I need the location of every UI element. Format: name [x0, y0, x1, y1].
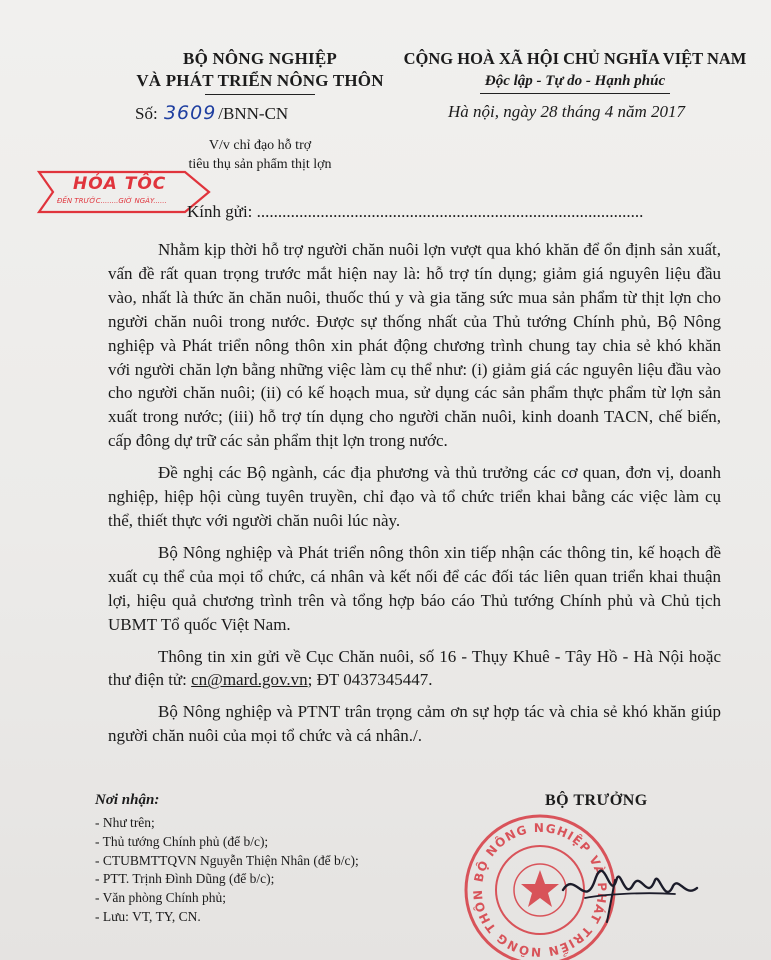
recipient-item: - Lưu: VT, TY, CN.	[95, 908, 201, 924]
email-link[interactable]: cn@mard.gov.vn	[191, 670, 308, 690]
paragraph-1: Nhằm kịp thời hỗ trợ người chăn nuôi lợn vượt qua khó khăn để ổn định sản xuất, vấn đề rất quan trọng trước mắt hiện nay là: hỗ trợ tín dụng; giảm giá nguyên liệu đầu vào, nhất là thức ăn chăn nuôi, thuốc thú y và gia tăng sức mua sản phẩm từ thịt lợn cho người chăn nuôi trong nước. Được sự thống nhất của Thủ tướng Chính phủ, Bộ Nông nghiệp và Phát triển nông thôn xin phát động chương trình chung tay chia sẻ khó khăn với người chăn lợn bằng những việc làm cụ thể như: (i) giảm giá các nguyên liệu đầu vào cho người chăn nuôi; (ii) có kế hoạch mua, sử dụng các sản phẩm thực phẩm từ lợn sản xuất trong nước; (iii) hỗ trợ tín dụng cho người chăn nuôi, kinh doanh TACN, chế biến, cấp đông dự trữ các sản phẩm thịt lợn trong nước.	[108, 240, 721, 451]
paragraph-4-phone: ; ĐT 0437345447.	[307, 670, 433, 690]
urgent-stamp-text: HỎA TỐC	[73, 174, 167, 194]
paragraph-3: Bộ Nông nghiệp và Phát triển nông thôn xin tiếp nhận các thông tin, kế hoạch đề xuất cụ thể của mọi tổ chức, cá nhân và kết nối để các đối tác liên quan triển khai thuận lợi, hiệu quả chương trình trên và tổng hợp báo cáo Thủ tướng Chính phủ và Chủ tịch UBMT Tổ quốc Việt Nam.	[108, 542, 721, 634]
ministry-line1: BỘ NÔNG NGHIỆP	[183, 49, 337, 68]
paragraph-2: Đề nghị các Bộ ngành, các địa phương và thủ trưởng các cơ quan, đơn vị, doanh nghiệp, hiệp hội cùng tuyên truyền, chỉ đạo và tổ chức triển khai bằng các việc làm cụ thể, thiết thực với người chăn nuôi lúc này.	[108, 463, 721, 530]
recipient-item: - PTT. Trịnh Đình Dũng (để b/c);	[95, 871, 275, 887]
signature-icon	[555, 850, 705, 930]
paragraph-4-text: Thông tin xin gửi về Cục Chăn nuôi, số 16 - Thụy Khuê - Tây Hồ - Hà Nội hoặc thư điện tử:	[108, 646, 721, 690]
motto-underline	[480, 93, 670, 94]
recipient-item: - Thủ tướng Chính phủ (để b/c);	[95, 833, 269, 849]
nation-motto: Độc lập - Tự do - Hạnh phúc	[484, 73, 666, 89]
ministry-line2: VÀ PHÁT TRIỂN NÔNG THÔN	[136, 71, 384, 90]
so-label: Số:	[135, 104, 158, 123]
recipient-item: - CTUBMTTQVN Nguyễn Thiện Nhân (để b/c);	[95, 852, 359, 868]
national-header	[375, 48, 771, 94]
subject-line1: V/v chỉ đạo hỗ trợ	[208, 138, 312, 153]
svg-text:BỘ NÔNG NGHIỆP VÀ PHÁT TRIỂN N: BỘ NÔNG NGHIỆP VÀ PHÁT TRIỂN NÔNG THÔN	[470, 820, 610, 960]
document-number	[135, 102, 288, 124]
paragraph-5: Bộ Nông nghiệp và PTNT trân trọng cảm ơn sự hợp tác và chia sẻ khó khăn giúp người chăn nuôi của mọi tổ chức và cá nhân./.	[108, 702, 721, 746]
recipient-item: - Như trên;	[95, 815, 155, 830]
ministry-header	[110, 48, 410, 95]
recipients-list	[95, 814, 359, 927]
nation-title: CỘNG HOÀ XÃ HỘI CHỦ NGHĨA VIỆT NAM	[403, 49, 747, 68]
ministry-underline	[205, 94, 315, 95]
letter-body	[108, 238, 721, 756]
signer-title: BỘ TRƯỞNG	[545, 792, 648, 809]
salutation: Kính gửi: ...........................................................................................	[187, 202, 644, 221]
document-date: Hà nội, ngày 28 tháng 4 năm 2017	[448, 102, 686, 121]
so-number-handwritten: 3609	[163, 102, 217, 124]
urgent-stamp-subtext: ĐẾN TRƯỚC........GIỜ NGÀY......	[57, 197, 167, 205]
recipients-title: Nơi nhận:	[95, 792, 160, 808]
subject-line2: tiêu thụ sản phẩm thịt lợn	[188, 157, 332, 172]
paragraph-4	[108, 645, 721, 693]
recipient-item: - Văn phòng Chính phủ;	[95, 890, 226, 906]
so-suffix: /BNN-CN	[218, 104, 289, 123]
